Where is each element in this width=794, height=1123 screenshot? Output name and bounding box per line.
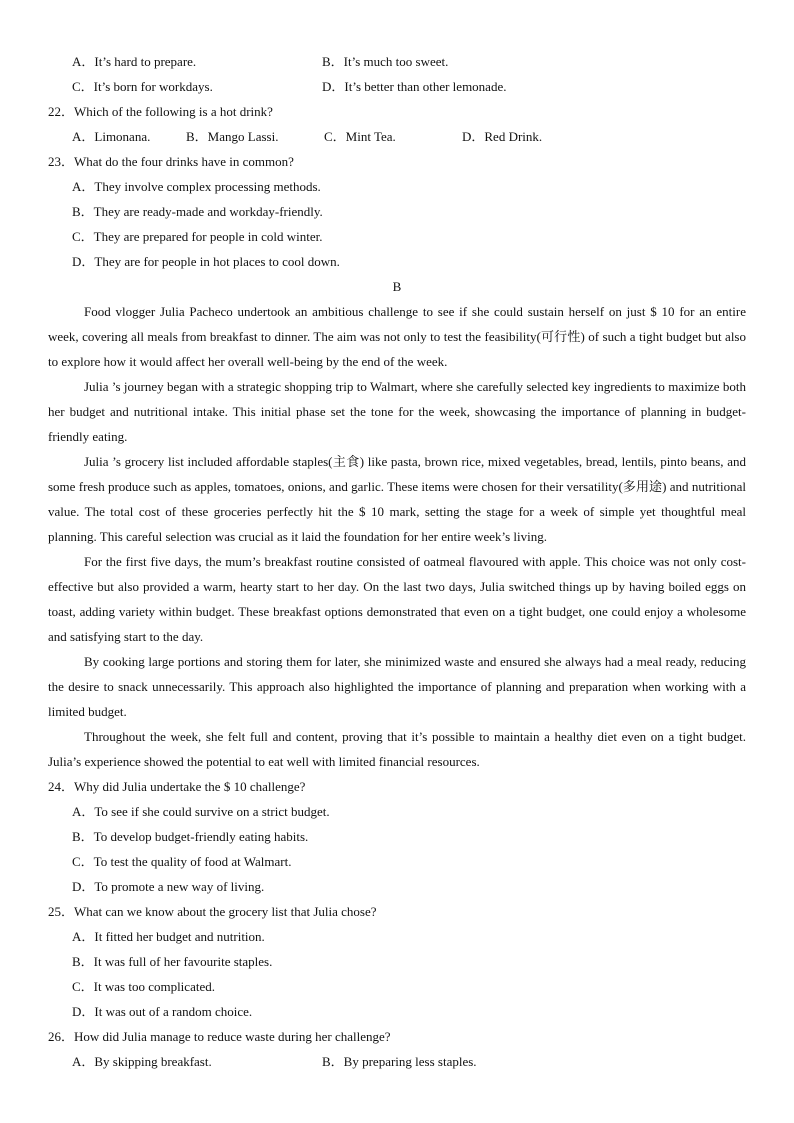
q22-options: [48, 124, 746, 149]
q23-stem: 23．What do the four drinks have in common?: [48, 154, 294, 169]
q22-stem: 22．Which of the following is a hot drink?: [48, 104, 273, 119]
passage-paragraph-3: Julia ’s grocery list included affordable staples(主食) like pasta, brown rice, mixed vegetables, bread, lentils, pinto beans, and some fresh produce such as apples, tomatoes, onions, and garlic. These items were chosen for their versatility(多用途) and nutritional value. The total cost of these groceries perfectly hit the $ 10 mark, setting the stage for a week of simple yet thoughtful meal planning. This careful selection was crucial as it laid the foundation for her entire week’s living.: [48, 454, 746, 544]
q21-option-d: D．It’s better than other lemonade.: [322, 79, 507, 94]
q25-option-a: A．It fitted her budget and nutrition.: [72, 929, 265, 944]
q22-option-a: A．Limonana.: [72, 129, 151, 144]
q22-option-d: D．Red Drink.: [462, 129, 543, 144]
q22-option-b: B．Mango Lassi.: [186, 129, 279, 144]
q26-option-a: A．By skipping breakfast.: [72, 1054, 212, 1069]
q25-option-b: B．It was full of her favourite staples.: [72, 954, 273, 969]
q21-options-row1: [48, 49, 746, 74]
q25-option-c: C．It was too complicated.: [72, 979, 215, 994]
q22-option-c: C．Mint Tea.: [324, 129, 396, 144]
q26-stem: 26．How did Julia manage to reduce waste during her challenge?: [48, 1029, 391, 1044]
q25-stem: 25．What can we know about the grocery list that Julia chose?: [48, 904, 377, 919]
passage-paragraph-1: Food vlogger Julia Pacheco undertook an ambitious challenge to see if she could sustain herself on just $ 10 for an entire week, covering all meals from breakfast to dinner. The aim was not only to test the feasibility(可行性) of such a tight budget but also to explore how it would affect her overall well-being by the end of the week.: [48, 304, 746, 369]
q21-option-b: B．It’s much too sweet.: [322, 54, 449, 69]
q23-option-c: C．They are prepared for people in cold winter.: [72, 229, 323, 244]
passage-paragraph-4: For the first five days, the mum’s breakfast routine consisted of oatmeal flavoured with apple. This choice was not only cost-effective but also provided a warm, hearty start to her day. On the last two days, Julia switched things up by having boiled eggs on toast, adding variety within budget. These breakfast options demonstrated that even on a tight budget, one could enjoy a wholesome and satisfying start to the day.: [48, 554, 746, 644]
q24-option-b: B．To develop budget-friendly eating habits.: [72, 829, 309, 844]
exam-page: [48, 49, 746, 1074]
q23-option-d: D．They are for people in hot places to cool down.: [72, 254, 340, 269]
q23-option-a: A．They involve complex processing methods.: [72, 179, 321, 194]
q21-option-a: A．It’s hard to prepare.: [72, 54, 197, 69]
section-letter: B: [392, 279, 402, 294]
q24-option-d: D．To promote a new way of living.: [72, 879, 265, 894]
q25-option-d: D．It was out of a random choice.: [72, 1004, 253, 1019]
passage-paragraph-5: By cooking large portions and storing them for later, she minimized waste and ensured she always had a meal ready, reducing the desire to snack unnecessarily. This approach also highlighted the importance of planning and preparation when working with a limited budget.: [48, 654, 746, 719]
q21-options-row2: [48, 74, 746, 99]
q21-option-c: C．It’s born for workdays.: [72, 79, 213, 94]
q24-option-c: C．To test the quality of food at Walmart.: [72, 854, 292, 869]
passage-paragraph-6: Throughout the week, she felt full and content, proving that it’s possible to maintain a healthy diet even on a tight budget. Julia’s experience showed the potential to eat well with limited financial resources.: [48, 729, 746, 769]
q26-option-b: B．By preparing less staples.: [322, 1054, 477, 1069]
passage-paragraph-2: Julia ’s journey began with a strategic shopping trip to Walmart, where she carefully selected key ingredients to maximize both her budget and nutritional intake. This initial phase set the tone for the week, showcasing the importance of planning in budget-friendly eating.: [48, 379, 746, 444]
q24-stem: 24．Why did Julia undertake the $ 10 challenge?: [48, 779, 306, 794]
q23-option-b: B．They are ready-made and workday-friendly.: [72, 204, 323, 219]
q24-option-a: A．To see if she could survive on a strict budget.: [72, 804, 330, 819]
q26-options-row1: [48, 1049, 746, 1074]
